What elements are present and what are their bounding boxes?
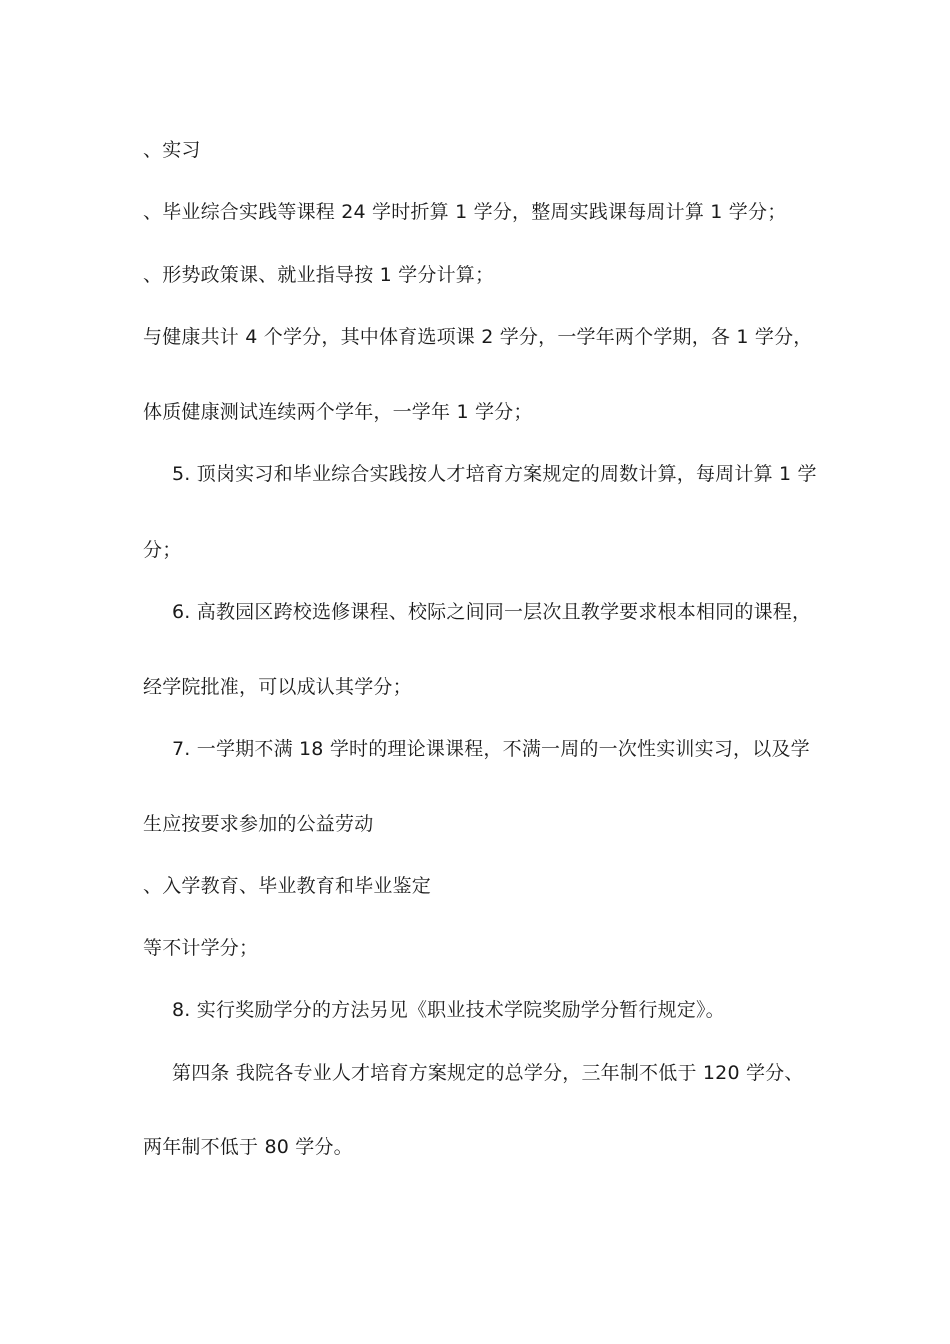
text-line-item-7: 7. 一学期不满 18 学时的理论课课程，不满一周的一次性实训实习，以及学	[172, 738, 810, 760]
text-line-no-credit: 等不计学分；	[143, 937, 259, 959]
text-line-practice-credit: 、毕业综合实践等课程 24 学时折算 1 学分，整周实践课每周计算 1 学分；	[143, 201, 787, 223]
text-line-item-7-cont: 生应按要求参加的公益劳动	[143, 813, 374, 835]
text-line-item-6-cont: 经学院批准，可以成认其学分；	[143, 676, 412, 698]
text-line-enrollment-education: 、入学教育、毕业教育和毕业鉴定	[143, 875, 432, 897]
text-line-article-4: 第四条 我院各专业人才培育方案规定的总学分，三年制不低于 120 学分、	[172, 1062, 804, 1084]
text-line-policy-course: 、形势政策课、就业指导按 1 学分计算；	[143, 264, 495, 286]
text-line-fitness-test: 体质健康测试连续两个学年，一学年 1 学分；	[143, 401, 533, 423]
text-line-item-8: 8. 实行奖励学分的方法另见《职业技术学院奖励学分暂行规定》。	[172, 999, 725, 1021]
text-line-item-5-cont: 分；	[143, 539, 182, 561]
text-line-item-5: 5. 顶岗实习和毕业综合实践按人才培育方案规定的周数计算，每周计算 1 学	[172, 463, 817, 485]
text-line-item-6: 6. 高教园区跨校选修课程、校际之间同一层次且教学要求根本相同的课程，	[172, 601, 812, 623]
text-line-health-credit: 与健康共计 4 个学分，其中体育选项课 2 学分，一学年两个学期，各 1 学分，	[143, 326, 813, 348]
text-line-article-4-cont: 两年制不低于 80 学分。	[143, 1136, 353, 1158]
text-line-internship: 、实习	[143, 139, 201, 161]
